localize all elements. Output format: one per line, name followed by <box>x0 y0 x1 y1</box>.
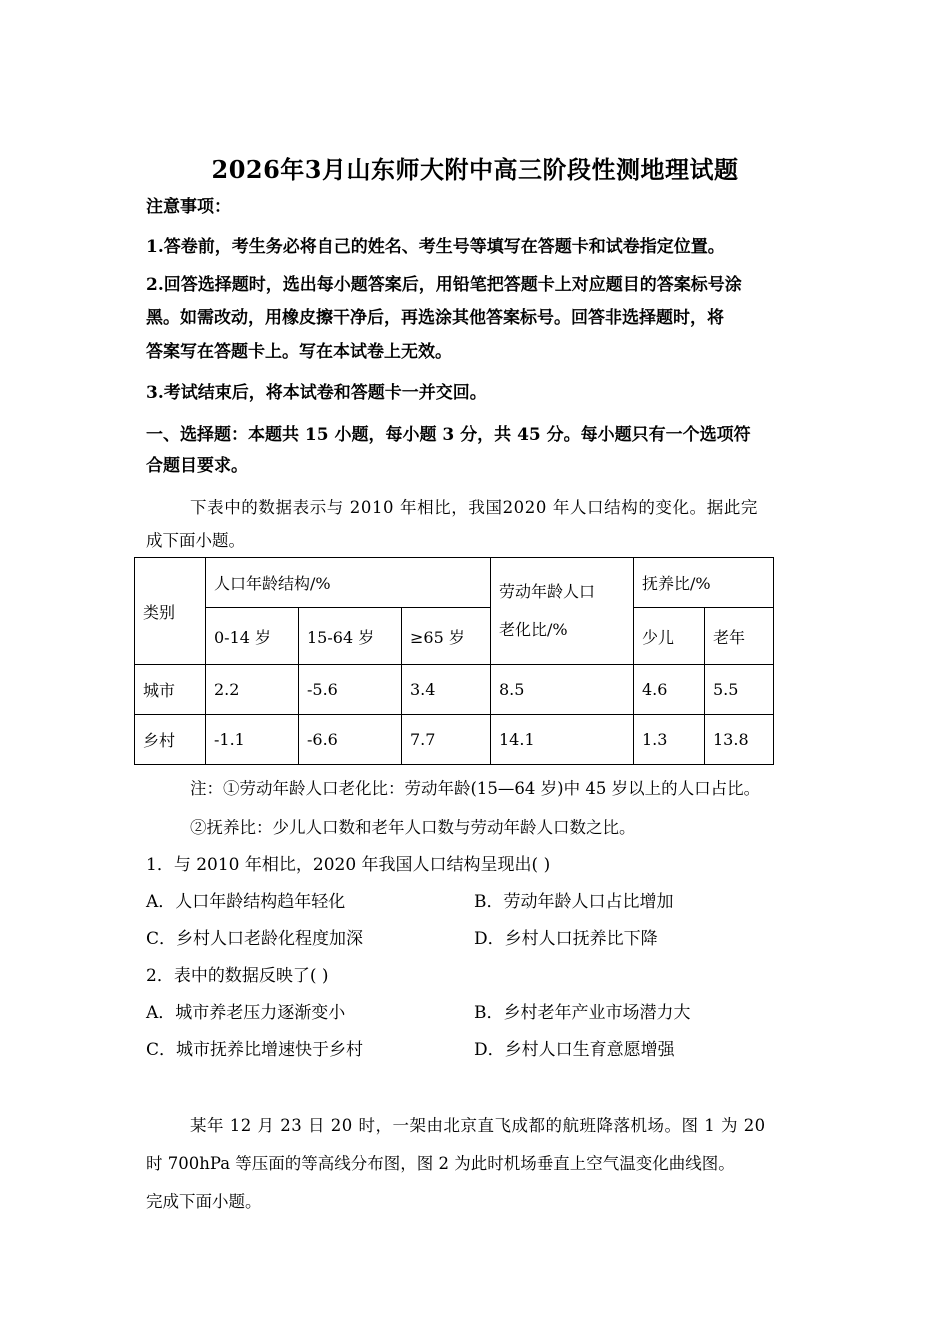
table-header-category: 类别 <box>135 558 206 665</box>
table-header-dep-child: 少儿 <box>634 608 705 665</box>
intro-1-line-1: 下表中的数据表示与 2010 年相比，我国2020 年人口结构的变化。据此完 <box>190 498 759 517</box>
table-header-dependency: 抚养比/% <box>634 558 774 608</box>
table-cell: 城市 <box>135 665 206 715</box>
table-cell: 5.5 <box>705 665 774 715</box>
table-cell: 13.8 <box>705 715 774 765</box>
table-header-age-0-14: 0-14 岁 <box>206 608 299 665</box>
table-cell: 2.2 <box>206 665 299 715</box>
table-header-labor <box>491 558 634 665</box>
table-note-1: 注：①劳动年龄人口老化比：劳动年龄(15—64 岁)中 45 岁以上的人口占比。 <box>190 779 761 798</box>
question-2-stem: 2．表中的数据反映了( ) <box>146 966 329 986</box>
table-header-age: 人口年龄结构/% <box>206 558 491 608</box>
table-header-labor-line-1: 劳动年龄人口 <box>499 582 596 601</box>
table-cell: -1.1 <box>206 715 299 765</box>
question-2-option-a: A．城市养老压力逐渐变小 <box>146 1003 346 1023</box>
question-1-option-b: B．劳动年龄人口占比增加 <box>474 892 674 912</box>
question-1-option-a: A．人口年龄结构趋年轻化 <box>146 892 346 912</box>
notice-item-2-line-2: 黑。如需改动，用橡皮擦干净后，再选涂其他答案标号。回答非选择题时，将 <box>146 308 724 328</box>
table-row <box>135 665 774 715</box>
question-2-option-d: D．乡村人口生育意愿增强 <box>474 1040 675 1060</box>
table-header-dep-old: 老年 <box>705 608 774 665</box>
table-note-2: ②抚养比：少儿人口数和老年人口数与劳动年龄人口数之比。 <box>190 818 636 837</box>
intro-2-line-3: 完成下面小题。 <box>146 1192 262 1211</box>
intro-2-line-2: 时 700hPa 等压面的等高线分布图，图 2 为此时机场垂直上空气温变化曲线图。 <box>146 1154 735 1173</box>
question-1-stem: 1．与 2010 年相比，2020 年我国人口结构呈现出( ) <box>146 855 551 875</box>
question-2-option-c: C．城市抚养比增速快于乡村 <box>146 1040 364 1060</box>
population-table <box>134 557 774 765</box>
table-cell: 乡村 <box>135 715 206 765</box>
table-cell: 3.4 <box>402 665 491 715</box>
notice-item-1: 1.答卷前，考生务必将自己的姓名、考生号等填写在答题卡和试卷指定位置。 <box>146 237 725 257</box>
question-1-option-d: D．乡村人口抚养比下降 <box>474 929 658 949</box>
intro-1-line-2: 成下面小题。 <box>146 531 245 550</box>
exam-title: 2026年3月山东师大附中高三阶段性测地理试题 <box>211 155 739 184</box>
table-header-labor-line-2: 老化比/% <box>499 620 568 639</box>
table-cell: 7.7 <box>402 715 491 765</box>
intro-2-line-1: 某年 12 月 23 日 20 时，一架由北京直飞成都的航班降落机场。图 1 为 20 <box>190 1116 766 1135</box>
table-header-age-15-64: 15-64 岁 <box>299 608 402 665</box>
notice-heading: 注意事项： <box>146 197 231 217</box>
table-cell: 4.6 <box>634 665 705 715</box>
table-cell: -5.6 <box>299 665 402 715</box>
table-cell: 14.1 <box>491 715 634 765</box>
table-cell: -6.6 <box>299 715 402 765</box>
section-heading-line-2: 合题目要求。 <box>146 456 248 476</box>
question-2-option-b: B．乡村老年产业市场潜力大 <box>474 1003 691 1023</box>
question-1-option-c: C．乡村人口老龄化程度加深 <box>146 929 364 949</box>
section-heading-line-1: 一、选择题：本题共 15 小题，每小题 3 分，共 45 分。每小题只有一个选项符 <box>146 425 751 445</box>
notice-item-3: 3.考试结束后，将本试卷和答题卡一并交回。 <box>146 383 487 403</box>
table-cell: 8.5 <box>491 665 634 715</box>
table-header-age-65: ≥65 岁 <box>402 608 491 665</box>
table-cell: 1.3 <box>634 715 705 765</box>
notice-item-2-line-1: 2.回答选择题时，选出每小题答案后，用铅笔把答题卡上对应题目的答案标号涂 <box>146 275 742 295</box>
table-row <box>135 715 774 765</box>
notice-item-2-line-3: 答案写在答题卡上。写在本试卷上无效。 <box>146 342 452 362</box>
